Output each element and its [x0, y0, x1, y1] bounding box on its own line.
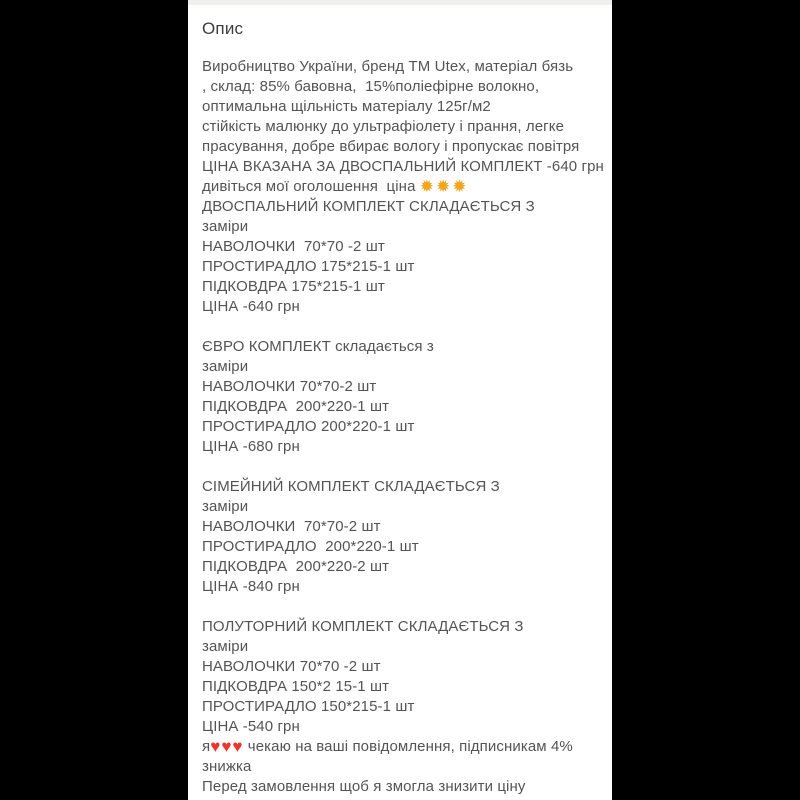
set-line: ПІДКОВДРА 200*220-1 шт	[202, 398, 390, 415]
promo-line	[202, 177, 598, 197]
set-heading: СІМЕЙНИЙ КОМПЛЕКТ СКЛАДАЄТЬСЯ З	[202, 478, 500, 495]
collision-burst-icon: ✹✹✹	[419, 177, 469, 196]
closing-suffix: чекаю на ваші повідомлення, підписникам 4%	[243, 738, 573, 755]
set-heading: ДВОСПАЛЬНИЙ КОМПЛЕКТ СКЛАДАЄТЬСЯ З	[202, 198, 535, 215]
closing-line: знижка	[202, 758, 252, 775]
set-line: заміри	[202, 218, 249, 235]
set-line: НАВОЛОЧКИ 70*70-2 шт	[202, 518, 381, 535]
set-line: ЦІНА -540 грн	[202, 718, 300, 735]
intro-paragraph	[202, 57, 604, 197]
description-line: Виробництво України, бренд ТМ Utex, матеріал бязь	[202, 58, 574, 75]
set-line: НАВОЛОЧКИ 70*70-2 шт	[202, 378, 377, 395]
set-line: НАВОЛОЧКИ 70*70 -2 шт	[202, 238, 385, 255]
promo-text: дивіться мої оголошення ціна	[202, 178, 420, 195]
set-line: ЦІНА -640 грн	[202, 298, 300, 315]
set-line: ПІДКОВДРА 175*215-1 шт	[202, 278, 385, 295]
description-content	[188, 18, 612, 797]
set-block-evro	[202, 337, 598, 457]
set-line: ПРОСТИРАДЛО 200*220-1 шт	[202, 538, 419, 555]
set-heading: ЄВРО КОМПЛЕКТ складається з	[202, 338, 434, 355]
closing-prefix: я	[202, 738, 211, 755]
set-heading: ПОЛУТОРНИЙ КОМПЛЕКТ СКЛАДАЄТЬСЯ З	[202, 618, 524, 635]
description-card	[188, 0, 612, 800]
closing-block	[202, 737, 598, 797]
heart-icon: ♥♥♥	[210, 737, 244, 756]
set-line: заміри	[202, 358, 249, 375]
set-block-polutornyi	[202, 617, 598, 737]
description-line: , склад: 85% бавовна, 15%поліефірне волокно,	[202, 78, 540, 95]
set-line: НАВОЛОЧКИ 70*70 -2 шт	[202, 658, 381, 675]
set-block-dvospalnyi	[202, 197, 598, 317]
set-line: ЦІНА -680 грн	[202, 438, 300, 455]
previous-card-edge	[188, 0, 612, 5]
set-line: ПРОСТИРАДЛО 150*215-1 шт	[202, 698, 415, 715]
description-line: прасування, добре вбирає вологу і пропускає повітря	[202, 138, 580, 155]
set-line: ПРОСТИРАДЛО 200*220-1 шт	[202, 418, 415, 435]
description-line: стійкість малюнку до ультрафіолету і прання, легке	[202, 118, 565, 135]
letterbox-right	[612, 0, 800, 800]
set-block-simeinyi	[202, 477, 598, 597]
set-line: ПРОСТИРАДЛО 175*215-1 шт	[202, 258, 415, 275]
set-line: ЦІНА -840 грн	[202, 578, 300, 595]
description-line: ЦІНА ВКАЗАНА ЗА ДВОСПАЛЬНИЙ КОМПЛЕКТ -640 грн	[202, 158, 604, 175]
set-line: заміри	[202, 498, 249, 515]
closing-line	[202, 737, 598, 757]
description-line: оптимальна щільність матеріалу 125г/м2	[202, 98, 491, 115]
section-title: Опис	[202, 19, 244, 38]
set-line: ПІДКОВДРА 200*220-2 шт	[202, 558, 390, 575]
letterbox-left	[0, 0, 188, 800]
set-line: заміри	[202, 638, 249, 655]
closing-line: Перед замовлення щоб я змогла знизити ціну	[202, 778, 526, 795]
set-line: ПІДКОВДРА 150*2 15-1 шт	[202, 678, 390, 695]
